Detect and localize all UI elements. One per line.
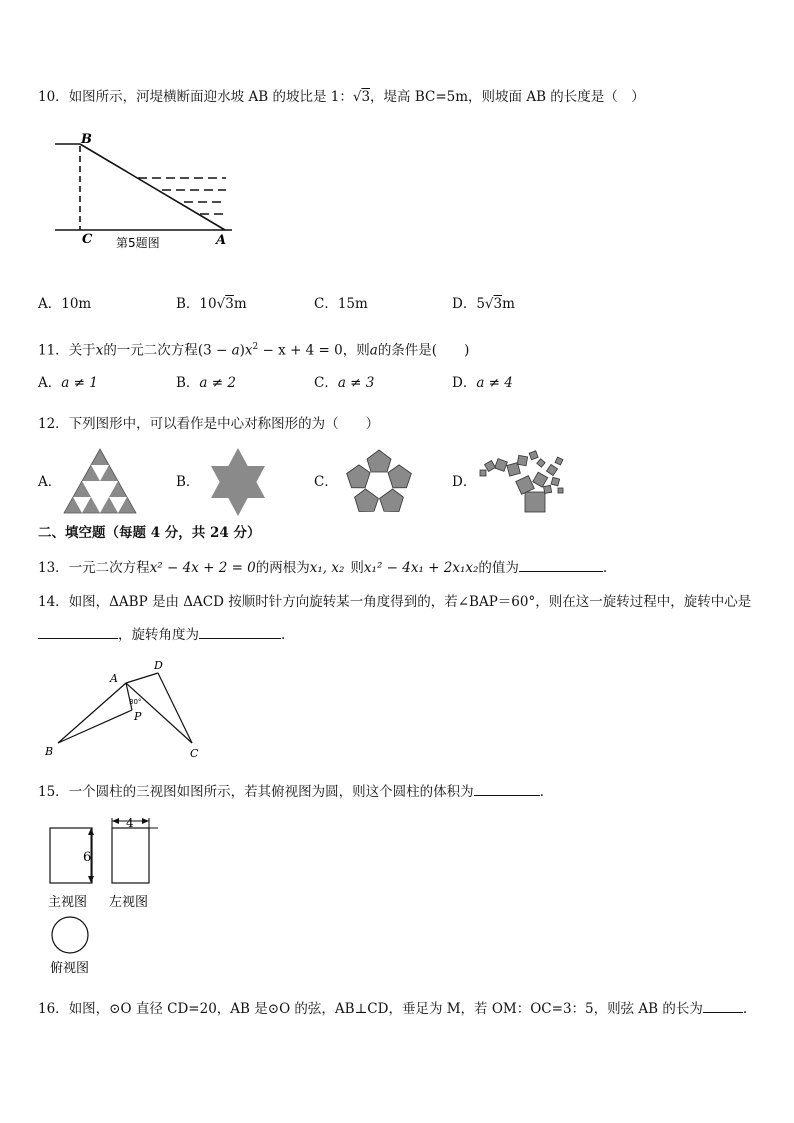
q12-option-d[interactable] bbox=[452, 473, 476, 491]
option-key: C． bbox=[314, 375, 338, 391]
option-unit: m bbox=[233, 296, 247, 312]
option-value: 15m bbox=[337, 296, 368, 312]
q10-label-b: B bbox=[81, 132, 92, 147]
option-key: D． bbox=[452, 375, 477, 391]
section-heading: 二、填空题（每题 4 分，共 24 分） bbox=[38, 525, 261, 541]
q11-eq-right: − x + 4 = 0 bbox=[258, 342, 343, 359]
q14-label-p: P bbox=[134, 710, 142, 723]
q13-roots: x₁, x₂ bbox=[309, 560, 345, 576]
q15-number: 15． bbox=[38, 784, 69, 800]
q12-text: 下列图形中，可以看作是中心对称图形的为（ ） bbox=[68, 416, 380, 432]
q14-label-b: B bbox=[45, 745, 54, 758]
q10-text-b: ，堤高 BC=5m，则坡面 AB 的长度是（ ） bbox=[370, 89, 645, 105]
option-key: D． bbox=[452, 296, 477, 312]
option-key: B． bbox=[176, 296, 200, 312]
q13-answer-blank[interactable] bbox=[519, 557, 603, 572]
q14-label-a: A bbox=[110, 672, 118, 685]
q11-text-b: 的一元二次方程 bbox=[103, 342, 198, 359]
q12-option-a[interactable] bbox=[38, 473, 61, 491]
q13-expression: x₁² − 4x₁ + 2x₁x₂ bbox=[363, 560, 479, 576]
q11-option-d[interactable] bbox=[452, 374, 513, 392]
q10-root: 3 bbox=[361, 89, 371, 105]
q10-option-d[interactable]: D．5√3m bbox=[452, 296, 515, 312]
option-key: A． bbox=[38, 296, 62, 312]
option-value: a ≠ 3 bbox=[337, 375, 375, 391]
q11-option-a[interactable] bbox=[38, 374, 98, 392]
q11-eq-mid: ) bbox=[239, 342, 245, 359]
q10-caption: 第5题图 bbox=[116, 236, 160, 250]
q14-number: 14． bbox=[38, 594, 69, 610]
q12-option-c[interactable] bbox=[314, 473, 338, 491]
q14-stem-line2 bbox=[38, 624, 285, 644]
option-value: a ≠ 2 bbox=[199, 375, 236, 391]
q11-eq-power: 2 bbox=[252, 342, 259, 352]
q14-end: . bbox=[281, 627, 286, 643]
q10-stem bbox=[38, 88, 645, 106]
option-key: B． bbox=[176, 474, 200, 490]
q11-eq-left: (3 − bbox=[197, 342, 232, 359]
q13-end: . bbox=[602, 560, 608, 576]
q11-text-c: ，则 bbox=[342, 342, 370, 359]
q16-text: 如图，⊙O 直径 CD=20，AB 是⊙O 的弦，AB⊥CD，垂足为 M，若 OM：OC=3：5，则弦 AB 的长为 bbox=[68, 1001, 703, 1017]
sierpinski-triangle-icon bbox=[62, 447, 138, 515]
q15-width-label: 4 bbox=[126, 816, 134, 830]
option-key: A． bbox=[38, 375, 62, 391]
q10-number: 10． bbox=[38, 89, 69, 105]
q11-eq-a: a bbox=[231, 342, 240, 359]
q10-embankment-figure bbox=[50, 130, 240, 255]
q16-stem bbox=[38, 998, 747, 1018]
q14-stem bbox=[38, 593, 751, 611]
q10-label-a: A bbox=[216, 233, 227, 248]
q15-end: . bbox=[539, 784, 544, 800]
q16-end: . bbox=[742, 1001, 748, 1017]
q10-label-c: C bbox=[82, 232, 93, 247]
option-coef: 5 bbox=[476, 296, 485, 312]
q14-text: 如图，ΔABP 是由 ΔACD 按顺时针方向旋转某一角度得到的，若∠BAP＝60°，则在这一旋转过程中，旋转中心是 bbox=[68, 594, 752, 610]
q14-angle-label: 30° bbox=[129, 698, 142, 706]
q14-label-d: D bbox=[154, 659, 163, 672]
q13-equation: x² − 4x + 2 = 0 bbox=[149, 560, 256, 576]
q14-text-b: ，旋转角度为 bbox=[118, 627, 199, 643]
q11-option-b[interactable] bbox=[176, 374, 236, 392]
q13-text-b: 的两根为 bbox=[255, 560, 310, 576]
q15-side-caption: 左视图 bbox=[109, 895, 149, 910]
q14-rotation-figure bbox=[40, 655, 210, 763]
q15-stem bbox=[38, 781, 544, 801]
q11-var-x: x bbox=[95, 342, 104, 359]
q11-text-a: 关于 bbox=[68, 342, 96, 359]
q15-front-caption: 主视图 bbox=[48, 895, 88, 910]
q14-angle-blank[interactable] bbox=[199, 624, 281, 639]
hexagram-star-icon bbox=[206, 446, 270, 518]
option-key: C． bbox=[314, 296, 338, 312]
q13-text-a: 一元二次方程 bbox=[68, 560, 150, 576]
q15-height-label: 6 bbox=[83, 850, 92, 865]
q10-option-c[interactable] bbox=[314, 295, 368, 313]
q11-stem bbox=[38, 338, 469, 360]
q16-number: 16． bbox=[38, 1001, 69, 1017]
option-key: A． bbox=[38, 474, 62, 490]
q16-answer-blank[interactable] bbox=[703, 998, 743, 1013]
q13-number: 13． bbox=[38, 560, 69, 576]
q10-sqrt: √3 bbox=[352, 89, 371, 105]
q12-stem bbox=[38, 415, 379, 433]
q14-center-blank[interactable] bbox=[38, 624, 118, 639]
q10-text-a: 如图所示，河堤横断面迎水坡 AB 的坡比是 1： bbox=[68, 89, 353, 105]
pentagon-ring-icon bbox=[340, 446, 418, 516]
option-value: 10m bbox=[61, 296, 92, 312]
q11-option-c[interactable] bbox=[314, 374, 374, 392]
option-value: a ≠ 4 bbox=[476, 375, 513, 391]
q14-label-c: C bbox=[190, 747, 199, 760]
q11-eq-x: x bbox=[244, 342, 253, 359]
option-key: C． bbox=[314, 474, 338, 490]
q13-stem bbox=[38, 557, 607, 577]
q15-answer-blank[interactable] bbox=[474, 781, 540, 796]
q10-option-a[interactable] bbox=[38, 295, 91, 313]
q15-text: 一个圆柱的三视图如图所示，若其俯视图为圆，则这个圆柱的体积为 bbox=[68, 784, 474, 800]
option-key: B． bbox=[176, 375, 200, 391]
option-coef: 10 bbox=[199, 296, 217, 312]
option-root: 3 bbox=[493, 296, 503, 312]
option-key: D． bbox=[452, 474, 477, 490]
q11-var-a: a bbox=[369, 342, 378, 359]
q13-text-c: 则 bbox=[350, 560, 364, 576]
option-value: a ≠ 1 bbox=[61, 375, 98, 391]
q13-text-d: 的值为 bbox=[478, 560, 519, 576]
q15-top-caption: 俯视图 bbox=[50, 961, 90, 976]
q11-number: 11． bbox=[38, 342, 69, 359]
q12-number: 12． bbox=[38, 416, 69, 432]
q12-option-b[interactable] bbox=[176, 473, 199, 491]
pythagoras-tree-icon bbox=[478, 448, 570, 516]
q10-option-b[interactable]: B．10√3m bbox=[176, 296, 247, 312]
option-unit: m bbox=[502, 296, 515, 312]
option-root: 3 bbox=[225, 296, 234, 312]
q15-three-views-figure bbox=[44, 812, 164, 977]
q11-text-d: 的条件是( ) bbox=[377, 342, 470, 359]
